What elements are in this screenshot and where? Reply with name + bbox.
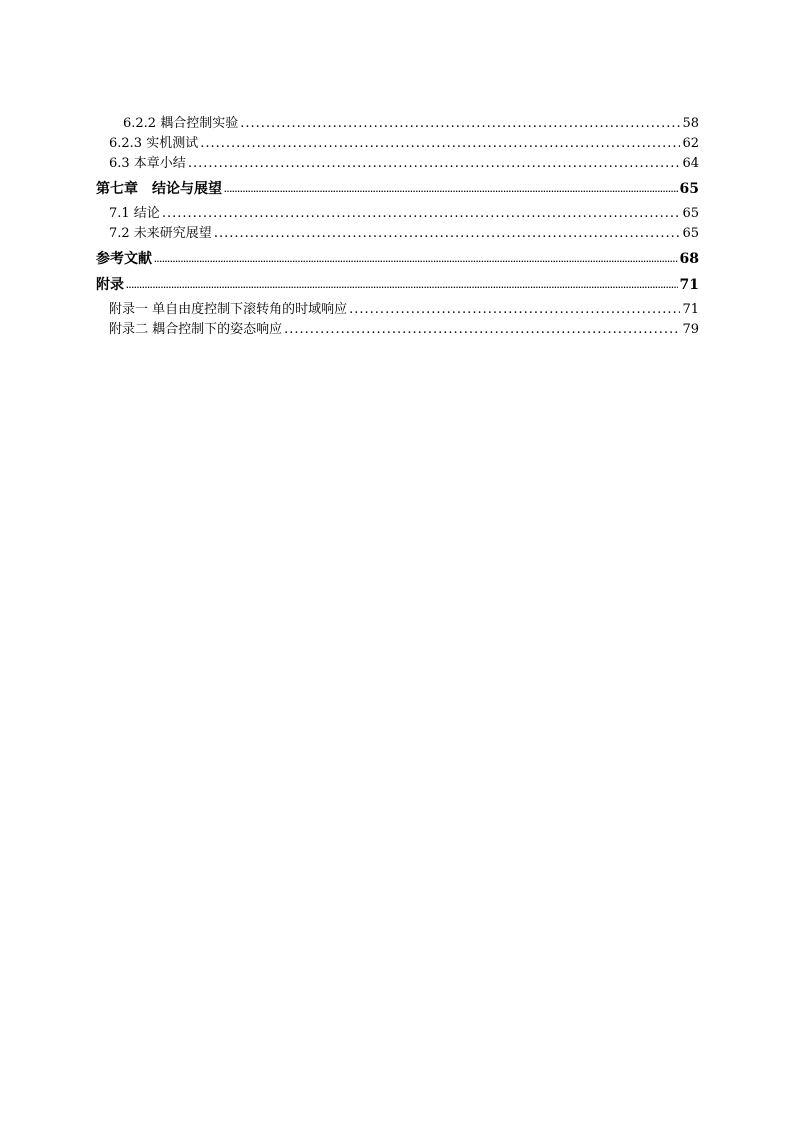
toc-leader-dots [188,154,681,174]
toc-references[interactable] [96,248,699,270]
toc-leader-dots [349,300,680,320]
toc-page-number: 68 [679,251,699,267]
toc-entry-7-1[interactable] [96,204,699,224]
toc-leader-dots [126,276,678,296]
toc-entry-7-2[interactable] [96,224,699,244]
toc-entry-6-2-2[interactable] [96,114,699,134]
toc-entry-label: 7.2 未来研究展望 [109,226,212,241]
toc-entry-label: 7.1 结论 [109,206,160,221]
toc-page-number: 79 [682,322,699,337]
toc-leader-dots [284,320,680,340]
toc-appendix[interactable] [96,274,699,296]
toc-leader-dots [224,180,678,200]
table-of-contents [96,114,699,340]
toc-leader-dots [154,250,678,270]
toc-entry-label: 6.2.2 耦合控制实验 [123,116,239,131]
toc-chapter-label: 参考文献 [96,251,152,267]
toc-page-number: 71 [682,302,699,317]
toc-page-number: 62 [682,136,699,151]
toc-page-number: 65 [682,226,699,241]
toc-leader-dots [214,224,681,244]
toc-leader-dots [200,134,680,154]
toc-chapter-7[interactable] [96,178,699,200]
toc-entry-label: 6.3 本章小结 [109,156,186,171]
toc-entry-6-2-3[interactable] [96,134,699,154]
toc-entry-appendix-2[interactable] [96,320,699,340]
toc-page-number: 71 [679,277,699,293]
toc-leader-dots [240,114,680,134]
toc-entry-label: 附录一 单自由度控制下滚转角的时域响应 [109,302,348,317]
toc-leader-dots [162,204,681,224]
toc-entry-appendix-1[interactable] [96,300,699,320]
toc-entry-label: 6.2.3 实机测试 [109,136,199,151]
toc-entry-label: 附录二 耦合控制下的姿态响应 [109,322,283,337]
toc-chapter-label: 附录 [96,277,124,293]
toc-chapter-label: 第七章 结论与展望 [96,181,222,197]
toc-page-number: 65 [682,206,699,221]
toc-page-number: 64 [682,156,699,171]
toc-page-number: 58 [682,116,699,131]
toc-entry-6-3[interactable] [96,154,699,174]
toc-page-number: 65 [679,181,699,197]
